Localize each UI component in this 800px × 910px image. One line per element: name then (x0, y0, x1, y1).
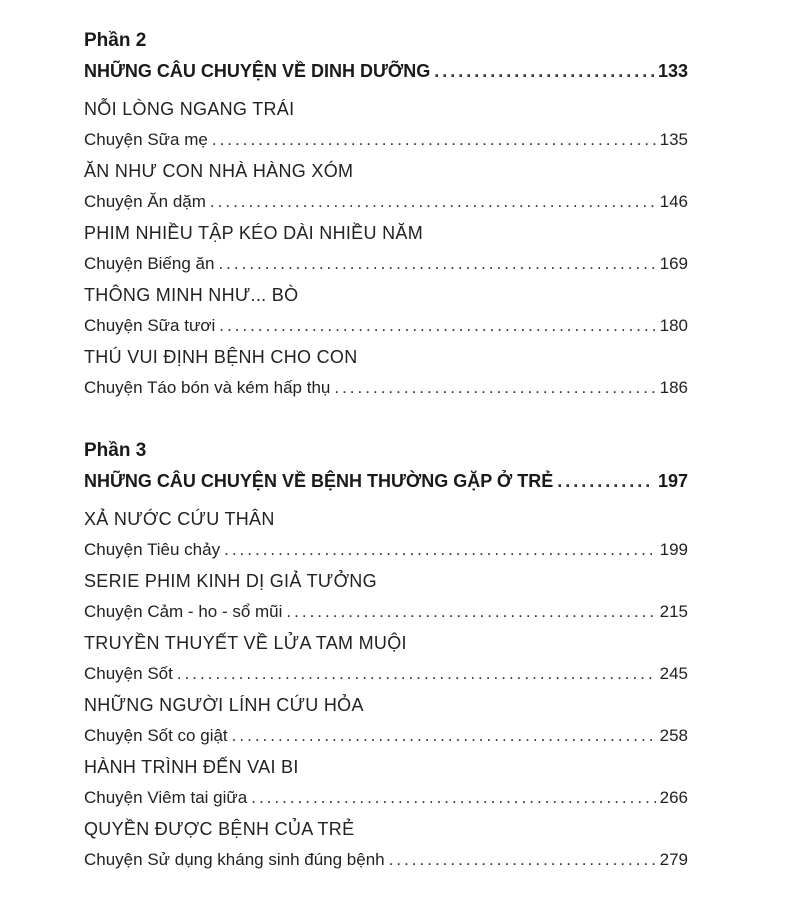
toc-part-3 (84, 438, 688, 876)
entry-title: THÚ VUI ĐỊNH BỆNH CHO CON (84, 347, 358, 367)
dot-leader (232, 720, 656, 752)
entry-page: 199 (659, 540, 688, 559)
entry-title: THÔNG MINH NHƯ... BÒ (84, 285, 299, 305)
dot-leader (286, 596, 655, 628)
entry-text: Chuyện Biếng ăn (84, 254, 215, 273)
entry-text: Chuyện Ăn dặm (84, 192, 206, 211)
entry-line (84, 596, 688, 628)
toc-entry (84, 156, 688, 218)
entry-line (84, 534, 688, 566)
toc-entry (84, 504, 688, 566)
entry-page: 186 (659, 378, 688, 397)
entry-line (84, 248, 688, 280)
dot-leader (434, 54, 654, 88)
toc-entry (84, 280, 688, 342)
entry-text: Chuyện Sử dụng kháng sinh đúng bệnh (84, 850, 385, 869)
entry-text: Chuyện Viêm tai giữa (84, 788, 248, 807)
entry-line (84, 124, 688, 156)
toc-page (84, 28, 688, 910)
toc-entry (84, 752, 688, 814)
part-heading (84, 54, 688, 88)
part-label: Phần 2 (84, 30, 147, 51)
entry-title: NHỮNG NGƯỜI LÍNH CỨU HỎA (84, 695, 364, 715)
entry-page: 146 (659, 192, 688, 211)
part-heading-page: 197 (657, 471, 688, 491)
toc-part-2 (84, 28, 688, 404)
entry-text: Chuyện Táo bón và kém hấp thụ (84, 378, 331, 397)
toc-entry (84, 814, 688, 876)
entry-line (84, 186, 688, 218)
dot-leader (177, 658, 656, 690)
entry-text: Chuyện Cảm - ho - sổ mũi (84, 602, 283, 621)
entry-page: 266 (659, 788, 688, 807)
entry-page: 245 (659, 664, 688, 683)
entry-text: Chuyện Sữa tươi (84, 316, 216, 335)
dot-leader (557, 464, 654, 498)
entry-text: Chuyện Sốt co giật (84, 726, 228, 745)
entry-page: 135 (659, 130, 688, 149)
entry-line (84, 720, 688, 752)
toc-entry (84, 94, 688, 156)
entry-title: HÀNH TRÌNH ĐẾN VAI BI (84, 757, 299, 777)
dot-leader (334, 372, 655, 404)
entry-line (84, 782, 688, 814)
entry-line (84, 844, 688, 876)
entry-title: NỖI LÒNG NGANG TRÁI (84, 99, 295, 119)
entry-title: TRUYỀN THUYẾT VỀ LỬA TAM MUỘI (84, 633, 407, 653)
entry-page: 180 (659, 316, 688, 335)
toc-entry (84, 690, 688, 752)
entry-text: Chuyện Sữa mẹ (84, 130, 208, 149)
entry-line (84, 658, 688, 690)
dot-leader (218, 248, 655, 280)
entry-page: 215 (659, 602, 688, 621)
part-heading (84, 464, 688, 498)
entry-text: Chuyện Sốt (84, 664, 173, 683)
entry-line (84, 310, 688, 342)
dot-leader (251, 782, 655, 814)
entry-text: Chuyện Tiêu chảy (84, 540, 221, 559)
entry-title: XẢ NƯỚC CỨU THÂN (84, 509, 275, 529)
entry-title: PHIM NHIỀU TẬP KÉO DÀI NHIỀU NĂM (84, 223, 423, 243)
entry-page: 169 (659, 254, 688, 273)
toc-entry (84, 628, 688, 690)
entry-title: ĂN NHƯ CON NHÀ HÀNG XÓM (84, 161, 354, 181)
part-label: Phần 3 (84, 440, 147, 461)
entry-page: 258 (659, 726, 688, 745)
toc-entry (84, 218, 688, 280)
toc-entry (84, 342, 688, 404)
part-heading-text: NHỮNG CÂU CHUYỆN VỀ BỆNH THƯỜNG GẶP Ở TRẺ (84, 471, 554, 491)
dot-leader (212, 124, 656, 156)
part-heading-text: NHỮNG CÂU CHUYỆN VỀ DINH DƯỠNG (84, 61, 431, 81)
dot-leader (224, 534, 656, 566)
toc-entry (84, 566, 688, 628)
entry-title: QUYỀN ĐƯỢC BỆNH CỦA TRẺ (84, 819, 355, 839)
part-heading-page: 133 (657, 61, 688, 81)
dot-leader (389, 844, 656, 876)
entry-page: 279 (659, 850, 688, 869)
dot-leader (210, 186, 656, 218)
entry-title: SERIE PHIM KINH DỊ GIẢ TƯỞNG (84, 571, 377, 591)
dot-leader (219, 310, 655, 342)
entry-line (84, 372, 688, 404)
